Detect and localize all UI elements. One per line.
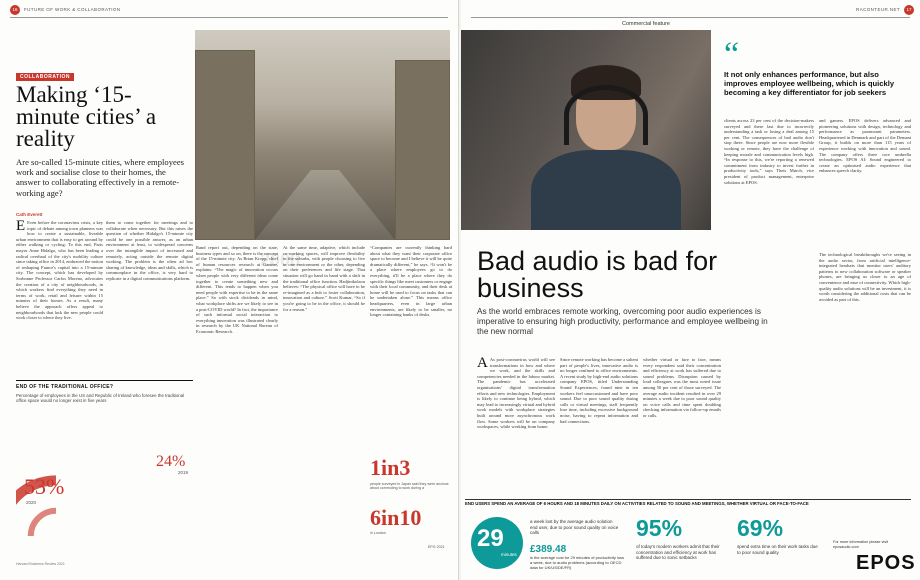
body-text: Even before the coronavirus crisis, a key topic of debate among town planners was how to create a sustainable, liveable urban environment that is easy to get around by either walking or cycling. To this end, Paris mayor Anne Hidalgo, who has been leading a radical overhaul of the city's mobility culture since taking office in 2014, embraced the notion of reshaping France's capital into a 15-minute city. The concept, which has developed by Sorbonne Professor Carlos Moreno, advocates the creation of a city of neighbourhoods, in which workers find everything they need in terms of work, retail and leisure within 15 minutes of their homes. As a result, many believe the approach offers appeal to neighbourhoods that lack the new people could work closer to where they live. [16,220,103,321]
quote-icon: “ [724,36,740,73]
chart-category-label-2019: 2019 [178,470,189,475]
stat-cost-number: £389.48 [530,544,567,555]
byline: Cath Everett [16,212,43,217]
pull-quote: It not only enhances performance, but also improves employee wellbeing, which is quickly becoming a key differentiator for job seekers [724,70,895,98]
chart-value-label-2019: 24% [156,453,186,470]
stats-band [465,499,911,506]
stat-69-caption: spend extra time on their work tasks due to poor sound quality [737,544,818,555]
stats-band-title: END USERS SPEND AN AVERAGE OF 6 HOURS AND 18 MINUTES DAILY ON ACTIVITIES RELATED TO SOUND AND MEETINGS, WHETHER VIRTUAL OR FACE-TO-FACE [465,501,809,506]
stat-6in10: 6in10 [370,505,422,530]
headset-worker-photo [461,30,711,230]
headset [564,85,648,145]
building-left [195,50,255,240]
article-headline: Making ‘15-minute cities’ a reality [16,82,157,151]
stat-29-number: 29 [477,525,504,552]
chart-source: Harvard Business Review 2021 [16,562,65,566]
chart-canvas [16,406,193,556]
drop-cap: E [16,220,26,234]
stat-1in3-caption: people surveyed in Japan said they were anxious about commuting to work during a [370,482,449,491]
body-text: As post-coronavirus world will see transformations in how and where we work, and the skills and competencies needed in the labour market. The pandemic has accelerated organisations’ digital transformation efforts and new technologies. Employment is likely to continue being hybrid, which may lead to increasingly virtual and hybrid work models with workplace strategies built around more asynchronous work flow. Some workers will be on company workspaces, while working from home. [477,357,555,430]
body-column-c: whether virtual or face to face, means every respondent said their concentration and efficiency at work has suffered due to sound problems. Disruption caused by loud colleagues was the most noted issue among 50 per cent of those surveyed. The average audio incident resulted in over 29 minutes a week due to poor sound quality on voice calls and time spent doubling checking information via follow-up emails or calls. [643,357,721,418]
page-number: 16 [10,5,20,15]
body-column-g: The technological breakthroughs we're seeing in the audio sector, from artificial intelligence-integrated headsets that monitor users' auditory patterns to new collaboration software or speaker phones, are bringing us closer to an age of convenience and ease of connectivity. Which high-quality audio solutions will be an investment, it is worth considering the additional costs that can be avoided as part of this. [819,252,911,302]
building-right [395,60,450,240]
body-column-b: Since remote working has become a salient part of people's lives, innovative audio is no longer confined to office environments. A recent study by high-end audio solutions company EPOS, titled Understanding Sound Experiences, found nine in ten workers feel unaccustomed and have poor sound. Due to poor sound quality during calls or virtual meetings, staff frequently lose time, including excessive background noise, having to repeat information and bad connections. [560,357,638,424]
body-column-a [477,357,555,495]
body-column-e: clients across 23 per cent of the decision-makers surveyed and these last due to incorrectly understanding a task or losing a deal among 15 per cent. The consequences of bad audio don't stop there. Since people are now more flexible working or remote, they have the challenge of keeping morale and communication levels high. “In response to this, we're reporting a renewed commitment from industry to invest further in productivity tools,” says Theis Mørch, vice president of product management, enterprise solutions at EPOS. [724,118,814,185]
person-body [531,150,681,230]
stat-1in3: 1in3 [370,455,411,480]
page-number: 17 [904,5,914,15]
section-label: Commercial feature [622,21,670,27]
stat-29-caption: a week lost by the average audio solution end user, due to poor sound quality on voice calls [530,519,619,536]
advertorial-standfirst: As the world embraces remote working, overcoming poor audio experiences is imperative to ensuring high productivity, performance and employee wellbeing in the new normal [477,307,768,336]
stat-6in10-caption: in London [370,531,386,535]
epos-logo: EPOS [856,552,916,574]
body-column-5: “Companies are currently thinking hard about what they want their corporate office space to become and I believe it will be quite dramatically different,” he says. “It won't be a place where employees go to do everything, it'll be a place where they do specific things like meet customers or engage with their local community, and their desk at home will be used to focus on tasks that can be undertaken alone.” This means office headquarters, even in large urban environments, are likely to be smaller, no longer containing banks of desks. [370,245,452,318]
body-column-3: Rand report out, depending on the state, business types and so on, there is the concept of the 15-minute city. As Brian Kropp, chief of human resources research at Gartner, explains: “The magic of innovation occurs when people with very different ideas come together to create something new and different. This tends to happen when you need people with expertise to be in the same place.” So with stock dividends in mind, what workplace shifts are we likely to see in a post-COVID world? In fact, the importance of such informal social interaction to everything innovation was illustrated clearly in research by the UK National Bureau of Economic Research. [196,245,278,334]
stat-29-unit: minutes [501,552,517,557]
drop-cap: A [477,357,488,371]
top-rule [10,17,448,18]
stat-95-caption: of today's modern workers admit that their concentration and efficiency at work has suffered due to sonic setbacks [636,544,720,561]
left-page [0,0,459,580]
city-street-photo [195,30,450,240]
street [255,170,395,240]
chart-title: END OF THE TRADITIONAL OFFICE? [16,380,193,390]
stat-29-circle [471,517,523,569]
watermark: 2008 [260,250,301,270]
article-standfirst: Are so-called 15-minute cities, where employees work and socialise close to their homes, the answer to collaborating effectively in a remote-working age? [16,157,184,198]
body-column-1 [16,220,103,372]
chart-value-label-2020: 53% [24,474,65,499]
chart [16,380,193,566]
stat-95-number: 95% [636,515,683,541]
running-head: FUTURE OF WORK & COLLABORATION [24,7,121,12]
body-column-f: and gamers. EPOS delivers advanced and pioneering solutions with design, technology and performance as paramount parameters. Headquartered in Denmark and part of the Demant Group, it builds on more than 115 years of experience working with innovation and sound. The company offers three core umbrella technologies. EPOS AI: Sound engineered to create an optimised audio experience that enhances speech clarity. [819,118,911,174]
stat-source: EPG 2021 [428,545,445,549]
section-kicker: COLLABORATION [16,73,74,81]
stat-69-number: 69% [737,515,784,541]
advertorial-headline: Bad audio is bad for business [477,246,718,303]
chart-arc-2019 [31,511,56,536]
right-page [461,0,920,580]
running-head: RACONTEUR.NET [856,7,900,12]
stat-cost-caption: is the average cost for 29 minutes of productivity loss a week, due to audio problems (according to OECD data for UK/US/DE/FR) [530,555,625,570]
body-column-4: At the same time, adaptive, which include co-working spaces, will improve flexibility in the suburbs, with people choosing to live in one environment or the other, depending on their preferences and life stage. That situation will go hand in hand with a shift in the traditional office function. Hadjinikolaou believes: “The physical office will have to be re-imagined as a hub to foster collaboration, innovation and culture.” Scott Kumar, “So if you're going to be in the office, it should be for a reason.” [283,245,365,312]
top-rule [471,17,910,18]
body-column-2: them to come together for meetings and to collaborate when necessary. But this raises the question of whether Hidalgo's 15-minute city could be one possible answer, as an urban environment at least, to widespread concerns over the intangible impact of increased and remotely, acting outside the remote digital working. The problem is the often ad hoc sharing of knowledge, ideas and skills, which is commonplace in the office, is very hard to replicate in a digital communications platform. [106,220,193,281]
footer-info: For more information please visit eposaudio.com [833,540,889,549]
chart-subtitle: Percentage of employees in the US and Republic of Ireland who foresee the traditional office space would no longer exist in five years [16,393,185,403]
chart-category-label-2020: 2020 [26,500,37,505]
